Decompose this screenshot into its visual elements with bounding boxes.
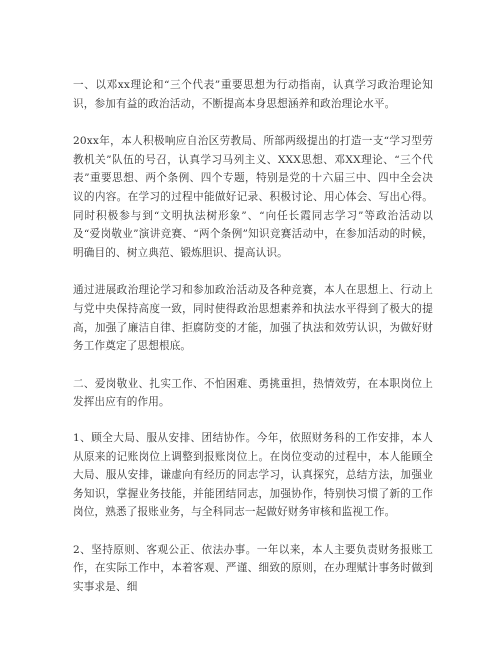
paragraph-political-theory: 一、以邓xx理论和“三个代表”重要思想为行动指南，认真学习政治理论知识，参加有益的政治活动，不断提高本身思想涵养和政治理论水平。 (73, 79, 433, 110)
paragraph-study-results: 通过进展政治理论学习和参加政治活动及各种竞赛，本人在思想上、行动上与党中央保持高度一致，同时使得政治思想素养和执法水平得到了极大的提高，加强了廉洁自律、拒腐防变的才能，加强了执法和效劳认识，为做好财务工作奠定了思想根底。 (73, 284, 433, 353)
paragraph-dedication-heading: 二、爱岗敬业、扎实工作、不怕困难、勇挑重担，热情效劳，在本职岗位上发挥出应有的作用。 (73, 377, 433, 409)
paragraph-study-activities: 20xx年，本人积极响应自治区劳教局、所部两级提出的打造一支“学习型劳教机关”队伍的号召，认真学习马列主义、XXX思想、邓XX理论、“三个代表”重要思想、两个条例、四个专题，特别是党的十六届三中、四中全会决议的内容。在学习的过程中能做好记录、积极讨论、用心体会、写出心得。同时积极参与到“文明执法树形象”、“向任长霞同志学习”等政治活动以及“爱岗敬业”演讲竞赛、“两个条例”知识竞赛活动中，在参加活动的时候，明确目的、树立典范、锻炼胆识、提高认识。 (73, 135, 433, 259)
paragraph-teamwork: 1、顾全大局、服从安排、团结协作。今年，依照财务科的工作安排，本人从原来的记账岗位上调整到报账岗位上。在岗位变动的过程中，本人能顾全大局、服从安排，谦虚向有经历的同志学习，认真探究，总结方法，加强业务知识，掌握业务技能，并能团结同志，加强协作，特别快习惯了新的工作岗位，熟悉了报账业务，与全科同志一起做好财务审核和监视工作。 (73, 431, 433, 519)
paragraph-principles: 2、坚持原则、客观公正、依法办事。一年以来，本人主要负责财务报账工作，在实际工作中，本着客观、严谨、细致的原则，在办理赋计事务时做到实事求是、细 (73, 543, 433, 594)
document-page (73, 76, 433, 597)
